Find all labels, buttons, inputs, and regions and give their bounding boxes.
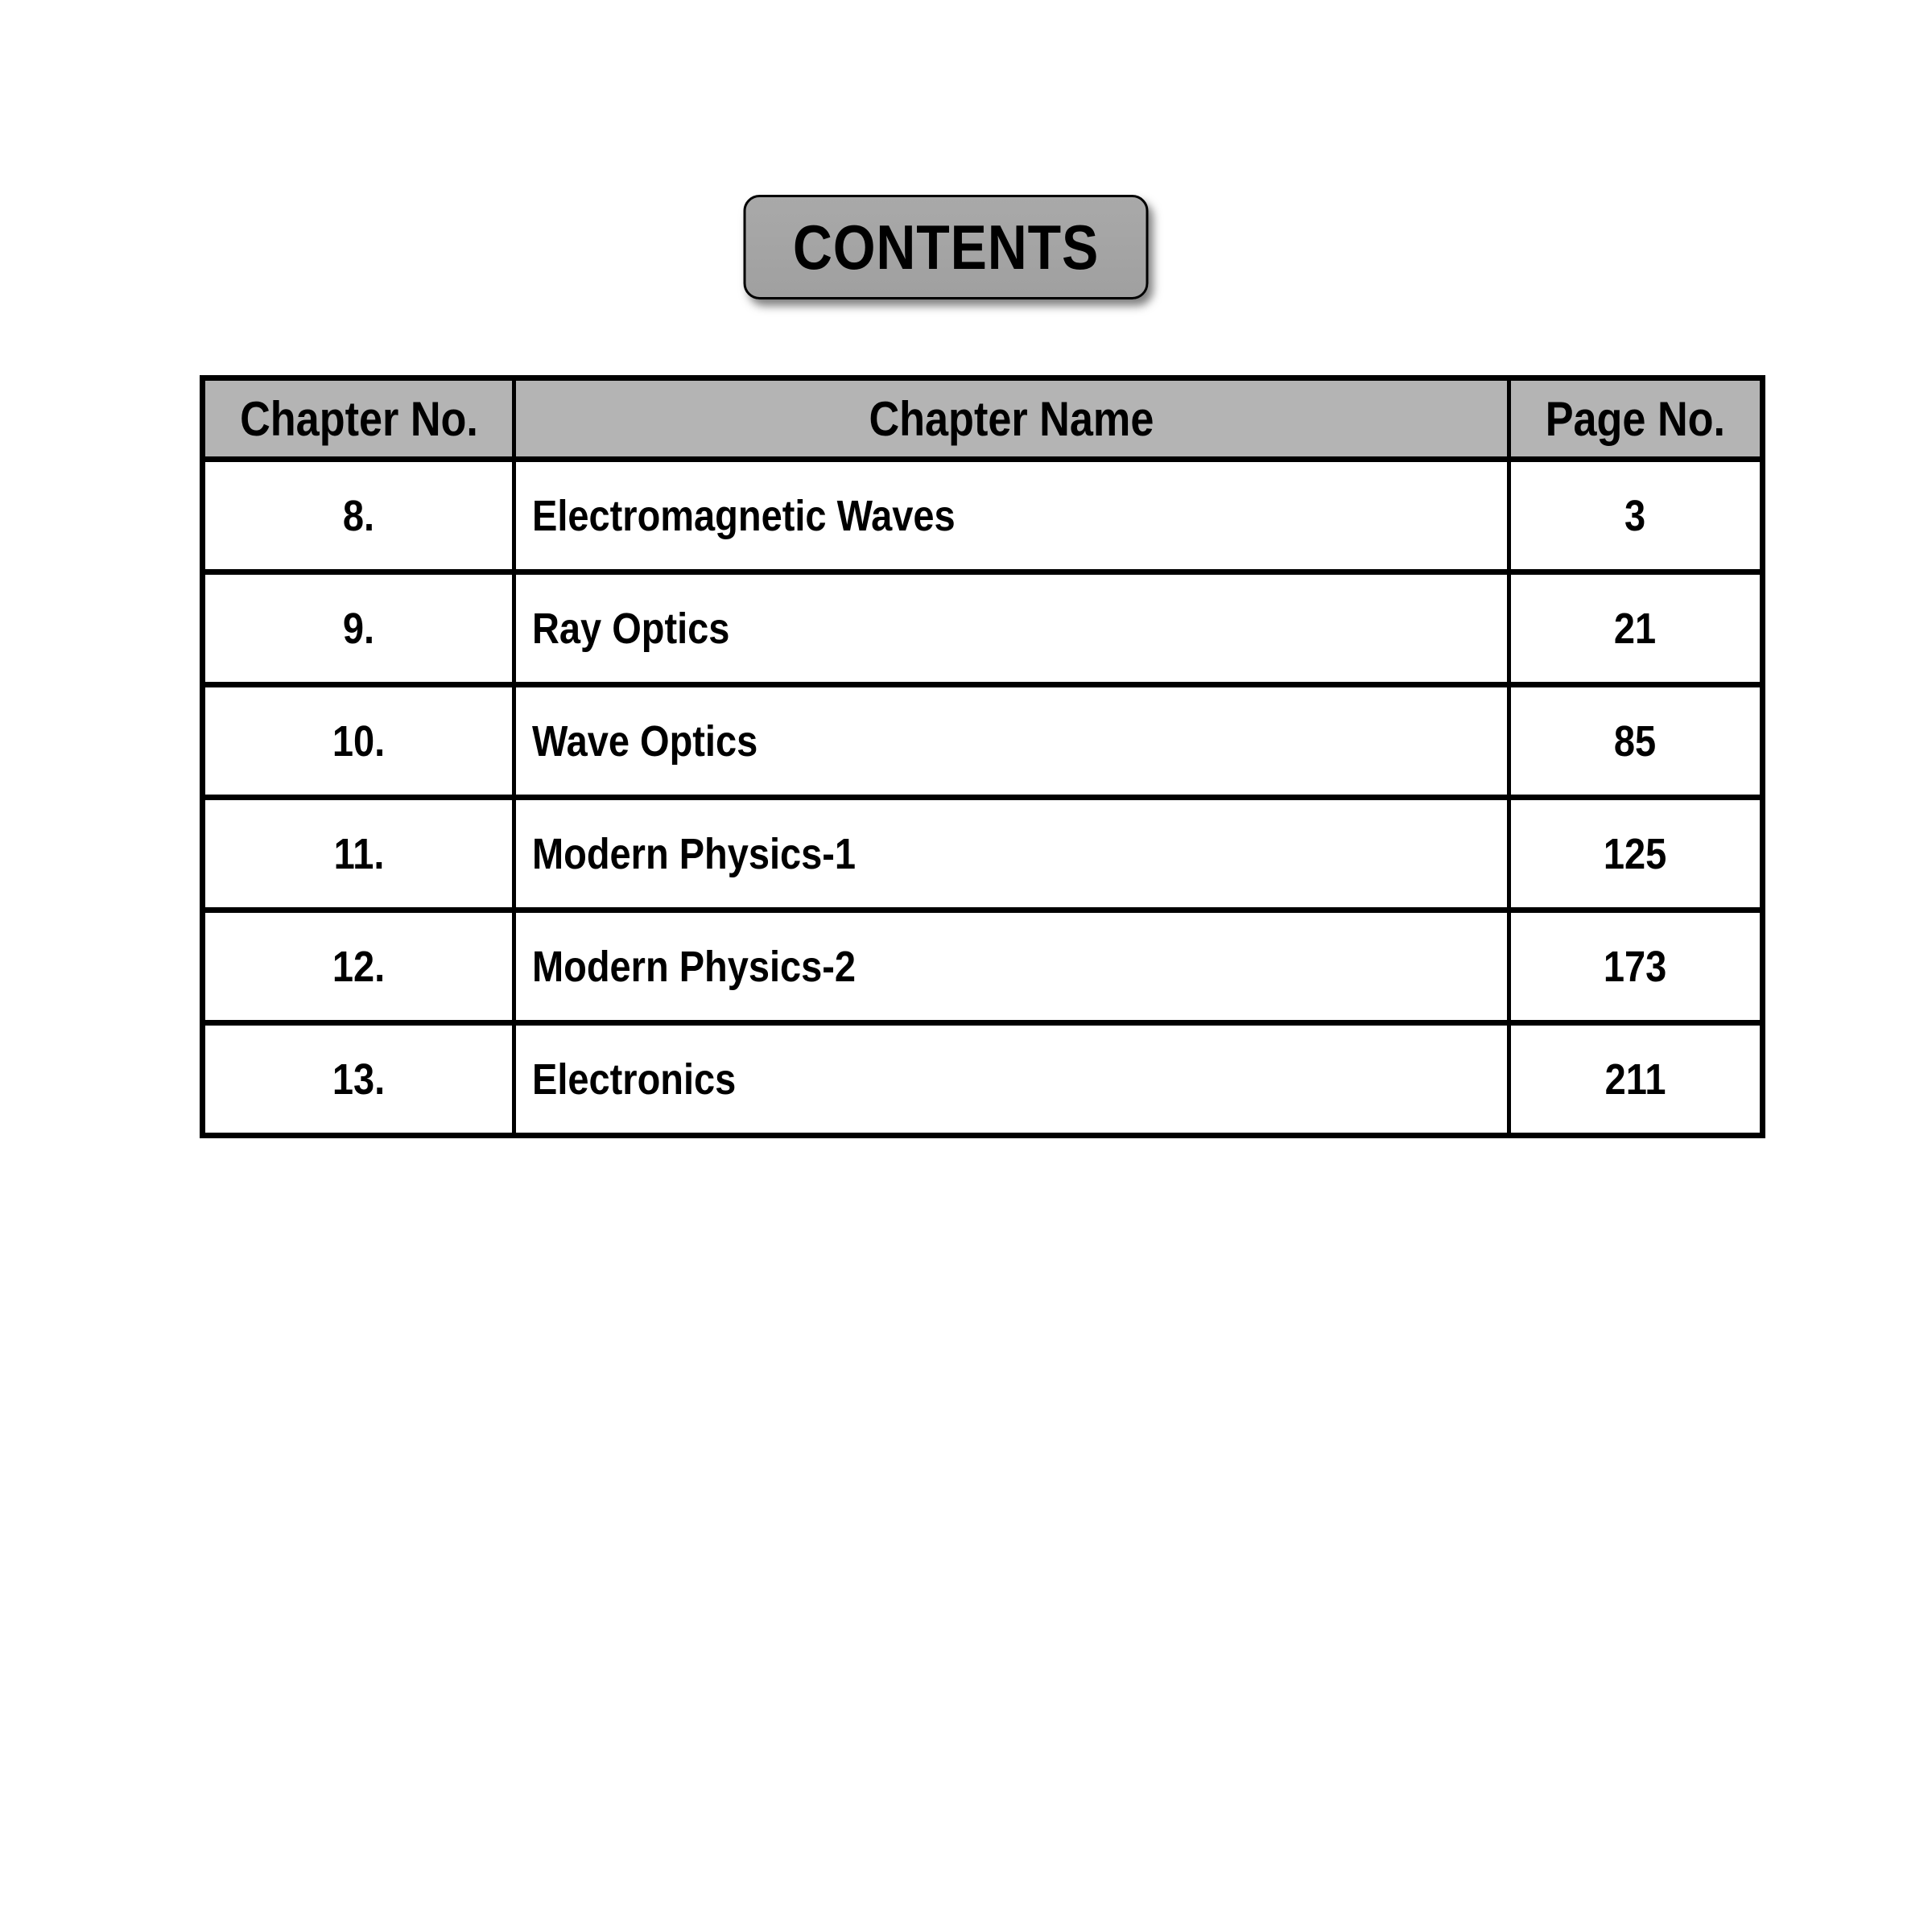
cell-chapter-no (205, 913, 516, 1020)
cell-page-no (1511, 575, 1760, 682)
cell-chapter-no (205, 575, 516, 682)
contents-title-label: CONTENTS (792, 211, 1100, 283)
chapter-no-value: 9. (342, 604, 375, 653)
page-no-value: 211 (1604, 1055, 1666, 1104)
cell-page-no (1511, 462, 1760, 569)
header-cell-chapter-name (516, 381, 1511, 456)
table-header-row (205, 381, 1760, 456)
page-no-value: 3 (1624, 491, 1646, 540)
cell-chapter-no (205, 800, 516, 907)
cell-page-no (1511, 687, 1760, 795)
cell-chapter-name (516, 913, 1511, 1020)
page-no-value: 125 (1604, 829, 1667, 878)
cell-page-no (1511, 913, 1760, 1020)
chapter-name-value: Ray Optics (532, 604, 730, 653)
chapter-no-value: 11. (333, 829, 384, 878)
cell-page-no (1511, 800, 1760, 907)
page-no-value: 173 (1604, 942, 1667, 991)
chapter-name-value: Electronics (532, 1055, 737, 1104)
cell-chapter-name (516, 800, 1511, 907)
table-row-electromagnetic-waves (205, 456, 1760, 569)
chapter-name-value: Wave Optics (532, 716, 758, 766)
contents-table (200, 375, 1765, 1138)
cell-chapter-name (516, 462, 1511, 569)
table-row-modern-physics-2 (205, 907, 1760, 1020)
chapter-no-value: 12. (332, 942, 386, 991)
chapter-no-value: 10. (332, 716, 386, 766)
cell-chapter-name (516, 687, 1511, 795)
cell-page-no (1511, 1026, 1760, 1133)
cell-chapter-name (516, 575, 1511, 682)
header-cell-chapter-no (205, 381, 516, 456)
cell-chapter-no (205, 462, 516, 569)
table-row-modern-physics-1 (205, 795, 1760, 907)
page-no-value: 21 (1614, 604, 1657, 653)
chapter-name-value: Electromagnetic Waves (532, 491, 956, 540)
cell-chapter-no (205, 687, 516, 795)
cell-chapter-name (516, 1026, 1511, 1133)
table-row-ray-optics (205, 569, 1760, 682)
page-no-value: 85 (1614, 716, 1657, 766)
chapter-name-value: Modern Physics-2 (532, 942, 857, 991)
table-row-wave-optics (205, 682, 1760, 795)
chapter-no-value: 13. (332, 1055, 386, 1104)
header-label-chapter-name: Chapter Name (869, 391, 1154, 446)
chapter-name-value: Modern Physics-1 (532, 829, 857, 878)
header-cell-page-no (1511, 381, 1760, 456)
cell-chapter-no (205, 1026, 516, 1133)
header-label-chapter-no: Chapter No. (239, 391, 478, 446)
header-label-page-no: Page No. (1545, 391, 1726, 446)
table-row-electronics (205, 1020, 1760, 1133)
chapter-no-value: 8. (342, 491, 375, 540)
contents-title-banner (744, 195, 1149, 299)
